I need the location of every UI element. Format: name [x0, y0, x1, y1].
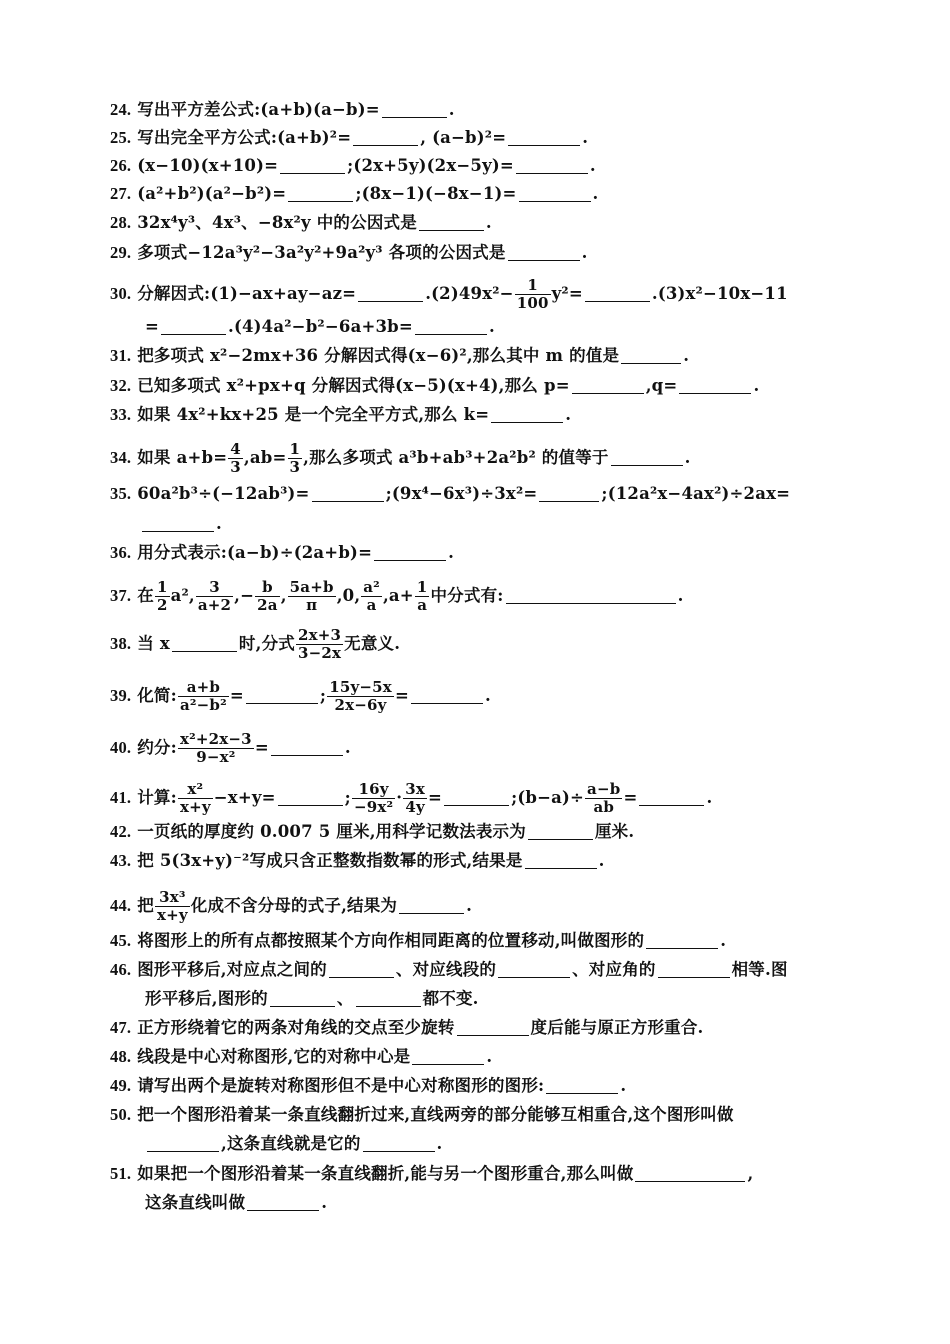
question-text: 把	[137, 896, 154, 915]
question-text: 写出平方差公式:(a+b)(a−b)=	[137, 100, 380, 119]
numerator: 3x³	[159, 888, 186, 906]
punct: .	[448, 100, 455, 119]
answer-blank[interactable]	[546, 1077, 618, 1094]
question-text: 把 5(3x+y)⁻²写成只含正整数指数幂的形式,结果是	[137, 851, 523, 870]
question-40	[110, 732, 870, 765]
denominator: a²−b²	[179, 696, 227, 714]
question-number: 51.	[110, 1164, 132, 1183]
numerator: 1	[416, 578, 428, 596]
question-number: 36.	[110, 543, 132, 562]
punct: .	[436, 1134, 443, 1153]
question-number: 25.	[110, 128, 132, 147]
punct: .	[598, 851, 605, 870]
denominator: 3	[230, 458, 241, 476]
question-48	[110, 1047, 870, 1067]
question-44	[110, 890, 870, 923]
question-number: 24.	[110, 100, 132, 119]
fraction	[288, 580, 336, 613]
question-text: 约分:	[137, 738, 177, 757]
question-text: ,这条直线就是它的	[221, 1134, 361, 1153]
question-50	[110, 1105, 870, 1125]
punct: .	[486, 1047, 493, 1066]
punct: .	[720, 931, 727, 950]
fraction	[178, 680, 229, 713]
question-46-continued	[145, 989, 905, 1009]
denominator: a	[415, 596, 430, 613]
answer-blank[interactable]	[679, 377, 751, 394]
question-text: 图形平移后,对应点之间的	[137, 960, 327, 979]
question-text: 分解因式:(1)−ax+ay−az=	[137, 284, 357, 303]
fraction	[415, 580, 430, 613]
question-41	[110, 782, 870, 815]
question-number: 38.	[110, 634, 132, 653]
question-30	[110, 278, 870, 311]
question-text: ;(12a²x−4ax²)÷2ax=	[601, 484, 791, 503]
question-text: 化成不含分母的式子,结果为	[190, 896, 398, 915]
answer-blank[interactable]	[516, 157, 588, 174]
answer-blank[interactable]	[382, 101, 447, 118]
question-number: 30.	[110, 284, 132, 303]
answer-blank[interactable]	[528, 823, 593, 840]
question-number: 40.	[110, 738, 132, 757]
answer-blank[interactable]	[280, 157, 345, 174]
answer-blank[interactable]	[639, 789, 704, 806]
denominator: 100	[516, 294, 549, 312]
answer-blank[interactable]	[142, 515, 214, 532]
question-number: 34.	[110, 448, 132, 467]
question-text: 形平移后,图形的	[145, 989, 268, 1008]
fraction	[155, 890, 190, 923]
question-34	[110, 442, 870, 475]
answer-blank[interactable]	[635, 1165, 745, 1182]
question-text: ·	[396, 788, 403, 807]
answer-blank[interactable]	[585, 285, 650, 302]
question-text: .(2)49x²−	[425, 284, 514, 303]
punct: .	[216, 514, 222, 533]
question-text: 将图形上的所有点都按照某个方向作相同距离的位置移动,叫做图形的	[137, 931, 645, 950]
question-text: ,a+	[382, 586, 414, 605]
answer-blank[interactable]	[246, 687, 318, 704]
answer-blank[interactable]	[161, 318, 226, 335]
question-text: ;	[319, 686, 327, 705]
fraction	[296, 628, 343, 661]
answer-blank[interactable]	[572, 377, 644, 394]
answer-blank[interactable]	[415, 318, 487, 335]
question-47	[110, 1018, 870, 1038]
question-number: 50.	[110, 1105, 132, 1124]
question-text: .(3)x²−10x−11	[651, 284, 788, 303]
answer-blank[interactable]	[356, 990, 421, 1007]
question-text: 、	[336, 989, 354, 1008]
question-number: 44.	[110, 896, 132, 915]
answer-blank[interactable]	[312, 485, 384, 502]
question-text: ,0,	[336, 586, 361, 605]
question-text: =	[623, 788, 638, 807]
question-text: (a²+b²)(a²−b²)=	[137, 184, 287, 203]
answer-blank[interactable]	[353, 129, 418, 146]
answer-blank[interactable]	[611, 449, 683, 466]
answer-blank[interactable]	[419, 214, 484, 231]
question-number: 29.	[110, 243, 132, 262]
answer-blank[interactable]	[271, 739, 343, 756]
question-text: 都不变.	[422, 989, 479, 1008]
question-39	[110, 680, 870, 713]
question-text: 正方形绕着它的两条对角线的交点至少旋转	[137, 1018, 455, 1037]
punct: .	[706, 788, 713, 807]
question-text: 时,分式	[238, 634, 295, 653]
numerator: 4	[230, 440, 241, 458]
question-text: 相等.图	[731, 960, 788, 979]
answer-blank[interactable]	[412, 1048, 484, 1065]
question-text: 化简:	[137, 686, 177, 705]
punct: .	[488, 317, 495, 336]
question-text: y²=	[551, 284, 583, 303]
numerator: x²+2x−3	[179, 730, 252, 748]
question-37	[110, 580, 870, 613]
denominator: 9−x²	[178, 748, 254, 765]
numerator: 5a+b	[289, 578, 334, 596]
answer-blank[interactable]	[247, 1194, 319, 1211]
fraction	[196, 580, 233, 613]
denominator: 3	[289, 458, 301, 476]
fraction	[352, 782, 395, 815]
question-text: 线段是中心对称图形,它的对称中心是	[137, 1047, 411, 1066]
question-36	[110, 543, 870, 563]
question-text: =	[229, 686, 244, 705]
question-26	[110, 156, 870, 176]
question-text: 如果 a+b=	[137, 448, 228, 467]
answer-blank[interactable]	[506, 587, 676, 604]
question-text: 在	[137, 586, 154, 605]
question-text: 60a²b³÷(−12ab³)=	[137, 484, 310, 503]
answer-blank[interactable]	[491, 406, 563, 423]
question-text: 如果 4x²+kx+25 是一个完全平方式,那么 k=	[137, 405, 490, 424]
answer-blank[interactable]	[457, 1019, 529, 1036]
numerator: x²	[187, 780, 204, 798]
punct: .	[565, 405, 572, 424]
numerator: a+b	[186, 678, 221, 696]
question-text: , (a−b)²=	[420, 128, 507, 147]
question-45	[110, 931, 870, 951]
question-text: 用分式表示:(a−b)÷(2a+b)=	[137, 543, 373, 562]
answer-blank[interactable]	[411, 687, 483, 704]
answer-blank[interactable]	[658, 961, 730, 978]
numerator: 3	[209, 578, 220, 596]
question-46	[110, 960, 870, 980]
question-number: 47.	[110, 1018, 132, 1037]
question-text: 计算:	[137, 788, 177, 807]
fraction	[288, 442, 303, 475]
question-38	[110, 628, 870, 661]
question-43	[110, 851, 870, 871]
question-30-continued	[145, 317, 905, 337]
punct: .	[485, 213, 492, 232]
question-text: 、对应线段的	[395, 960, 497, 979]
punct: .	[753, 376, 760, 395]
answer-blank[interactable]	[172, 635, 237, 652]
question-50-continued	[145, 1134, 905, 1154]
question-text: ,−	[234, 586, 255, 605]
question-text: 请写出两个是旋转对称图形但不是中心对称图形的图形:	[137, 1076, 545, 1095]
question-text: ,ab=	[243, 448, 287, 467]
question-text: 32x⁴y³、4x³、−8x²y 中的公因式是	[137, 213, 417, 232]
question-number: 26.	[110, 156, 132, 175]
answer-blank[interactable]	[288, 185, 353, 202]
punct: .	[589, 156, 596, 175]
question-text: 如果把一个图形沿着某一条直线翻折,能与另一个图形重合,那么叫做	[137, 1164, 634, 1183]
question-text: 一页纸的厚度约 0.007 5 厘米,用科学记数法表示为	[137, 822, 526, 841]
question-25	[110, 128, 870, 148]
punct: .	[581, 243, 588, 262]
denominator: 4y	[403, 798, 427, 815]
answer-blank[interactable]	[444, 789, 509, 806]
answer-blank[interactable]	[278, 789, 343, 806]
question-number: 48.	[110, 1047, 132, 1066]
question-text: −x+y=	[213, 788, 276, 807]
punct: .	[344, 738, 351, 757]
fraction	[228, 442, 243, 475]
question-text: ;	[344, 788, 351, 807]
question-29	[110, 243, 870, 263]
denominator: π	[288, 596, 336, 613]
question-33	[110, 405, 870, 425]
punct: .	[620, 1076, 627, 1095]
answer-blank[interactable]	[621, 347, 681, 364]
denominator: 2	[156, 596, 168, 614]
numerator: a−b	[587, 780, 621, 798]
numerator: 1	[156, 578, 168, 596]
punct: .	[321, 1193, 328, 1212]
question-text: 当 x	[137, 634, 170, 653]
question-text: 度后能与原正方形重合.	[530, 1018, 704, 1037]
question-text: 这条直线叫做	[145, 1193, 246, 1212]
question-text: 、对应角的	[572, 960, 656, 979]
question-text: ,那么多项式 a³b+ab³+2a²b² 的值等于	[303, 448, 609, 467]
denominator: x+y	[156, 906, 188, 924]
question-number: 37.	[110, 586, 132, 605]
question-42	[110, 822, 870, 842]
answer-blank[interactable]	[147, 1135, 219, 1152]
denominator: a	[361, 596, 382, 613]
numerator: 16y	[358, 780, 389, 798]
fraction	[403, 782, 427, 815]
denominator: a+2	[197, 596, 232, 614]
question-text: 无意义.	[344, 634, 401, 653]
fraction	[178, 732, 254, 765]
numerator: 1	[527, 276, 538, 294]
punct: .	[677, 586, 684, 605]
question-number: 49.	[110, 1076, 132, 1095]
question-text: 厘米.	[594, 822, 635, 841]
question-text: a²,	[170, 586, 195, 605]
question-number: 46.	[110, 960, 132, 979]
numerator: 3x	[405, 780, 426, 798]
answer-blank[interactable]	[358, 285, 423, 302]
question-text: ,	[280, 586, 287, 605]
punct: .	[448, 543, 455, 562]
fraction	[515, 278, 551, 311]
fraction	[327, 680, 394, 713]
question-text: 已知多项式 x²+px+q 分解因式得(x−5)(x+4),那么 p=	[137, 376, 570, 395]
answer-blank[interactable]	[508, 244, 580, 261]
fraction	[585, 782, 622, 815]
denominator: 3−2x	[297, 644, 342, 662]
question-32	[110, 376, 870, 396]
denominator: −9x²	[353, 798, 394, 816]
question-text: 写出完全平方公式:(a+b)²=	[137, 128, 352, 147]
denominator: 2a	[257, 596, 278, 614]
punct: ,	[747, 1164, 754, 1183]
answer-blank[interactable]	[363, 1135, 435, 1152]
answer-blank[interactable]	[270, 990, 335, 1007]
question-text: 把一个图形沿着某一条直线翻折过来,直线两旁的部分能够互相重合,这个图形叫做	[137, 1105, 734, 1124]
answer-blank[interactable]	[519, 185, 591, 202]
fraction	[255, 580, 280, 613]
question-49	[110, 1076, 870, 1096]
question-text: =	[428, 788, 443, 807]
question-number: 33.	[110, 405, 132, 424]
numerator: 2x+3	[297, 626, 342, 644]
denominator: x+y	[179, 798, 211, 816]
question-number: 45.	[110, 931, 132, 950]
answer-blank[interactable]	[399, 897, 464, 914]
question-number: 35.	[110, 484, 132, 503]
numerator: b	[262, 578, 273, 596]
answer-blank[interactable]	[374, 544, 446, 561]
question-number: 41.	[110, 788, 132, 807]
question-text: (x−10)(x+10)=	[137, 156, 279, 175]
fraction	[178, 782, 213, 815]
question-text: =	[394, 686, 409, 705]
question-number: 32.	[110, 376, 132, 395]
question-51-continued	[145, 1193, 905, 1213]
answer-blank[interactable]	[329, 961, 394, 978]
punct: .	[683, 346, 690, 365]
answer-blank[interactable]	[525, 852, 597, 869]
question-text: ;(9x⁴−6x³)÷3x²=	[385, 484, 538, 503]
question-text: .(4)4a²−b²−6a+3b=	[228, 317, 413, 336]
question-text: 把多项式 x²−2mx+36 分解因式得(x−6)²,那么其中 m 的值是	[137, 346, 620, 365]
question-number: 39.	[110, 686, 132, 705]
answer-blank[interactable]	[508, 129, 580, 146]
question-number: 31.	[110, 346, 132, 365]
question-35-continued	[110, 514, 870, 534]
question-35	[110, 484, 870, 504]
question-text: =	[145, 317, 160, 336]
punct: .	[592, 184, 599, 203]
question-text: ;(2x+5y)(2x−5y)=	[347, 156, 514, 175]
answer-blank[interactable]	[539, 485, 599, 502]
question-text: ,q=	[645, 376, 678, 395]
numerator: a²	[363, 578, 380, 596]
question-number: 28.	[110, 213, 132, 232]
question-24	[110, 100, 870, 120]
question-text: ;(b−a)÷	[511, 788, 585, 807]
question-27	[110, 184, 870, 204]
question-number: 43.	[110, 851, 132, 870]
question-31	[110, 346, 870, 366]
fraction	[155, 580, 170, 613]
answer-blank[interactable]	[646, 932, 718, 949]
question-text: 多项式−12a³y²−3a²y²+9a²y³ 各项的公因式是	[137, 243, 506, 262]
punct: .	[466, 896, 473, 915]
question-number: 42.	[110, 822, 132, 841]
numerator: 1	[289, 440, 301, 458]
answer-blank[interactable]	[498, 961, 570, 978]
denominator: ab	[585, 798, 622, 815]
question-number: 27.	[110, 184, 132, 203]
punct: .	[684, 448, 691, 467]
punct: .	[582, 128, 589, 147]
numerator: 15y−5x	[329, 678, 392, 696]
denominator: 2x−6y	[327, 696, 394, 713]
question-28	[110, 213, 870, 233]
question-text: =	[254, 738, 269, 757]
question-51	[110, 1164, 870, 1184]
question-text: 中分式有:	[430, 586, 504, 605]
fraction	[361, 580, 382, 613]
question-text: ;(8x−1)(−8x−1)=	[355, 184, 517, 203]
punct: .	[484, 686, 491, 705]
